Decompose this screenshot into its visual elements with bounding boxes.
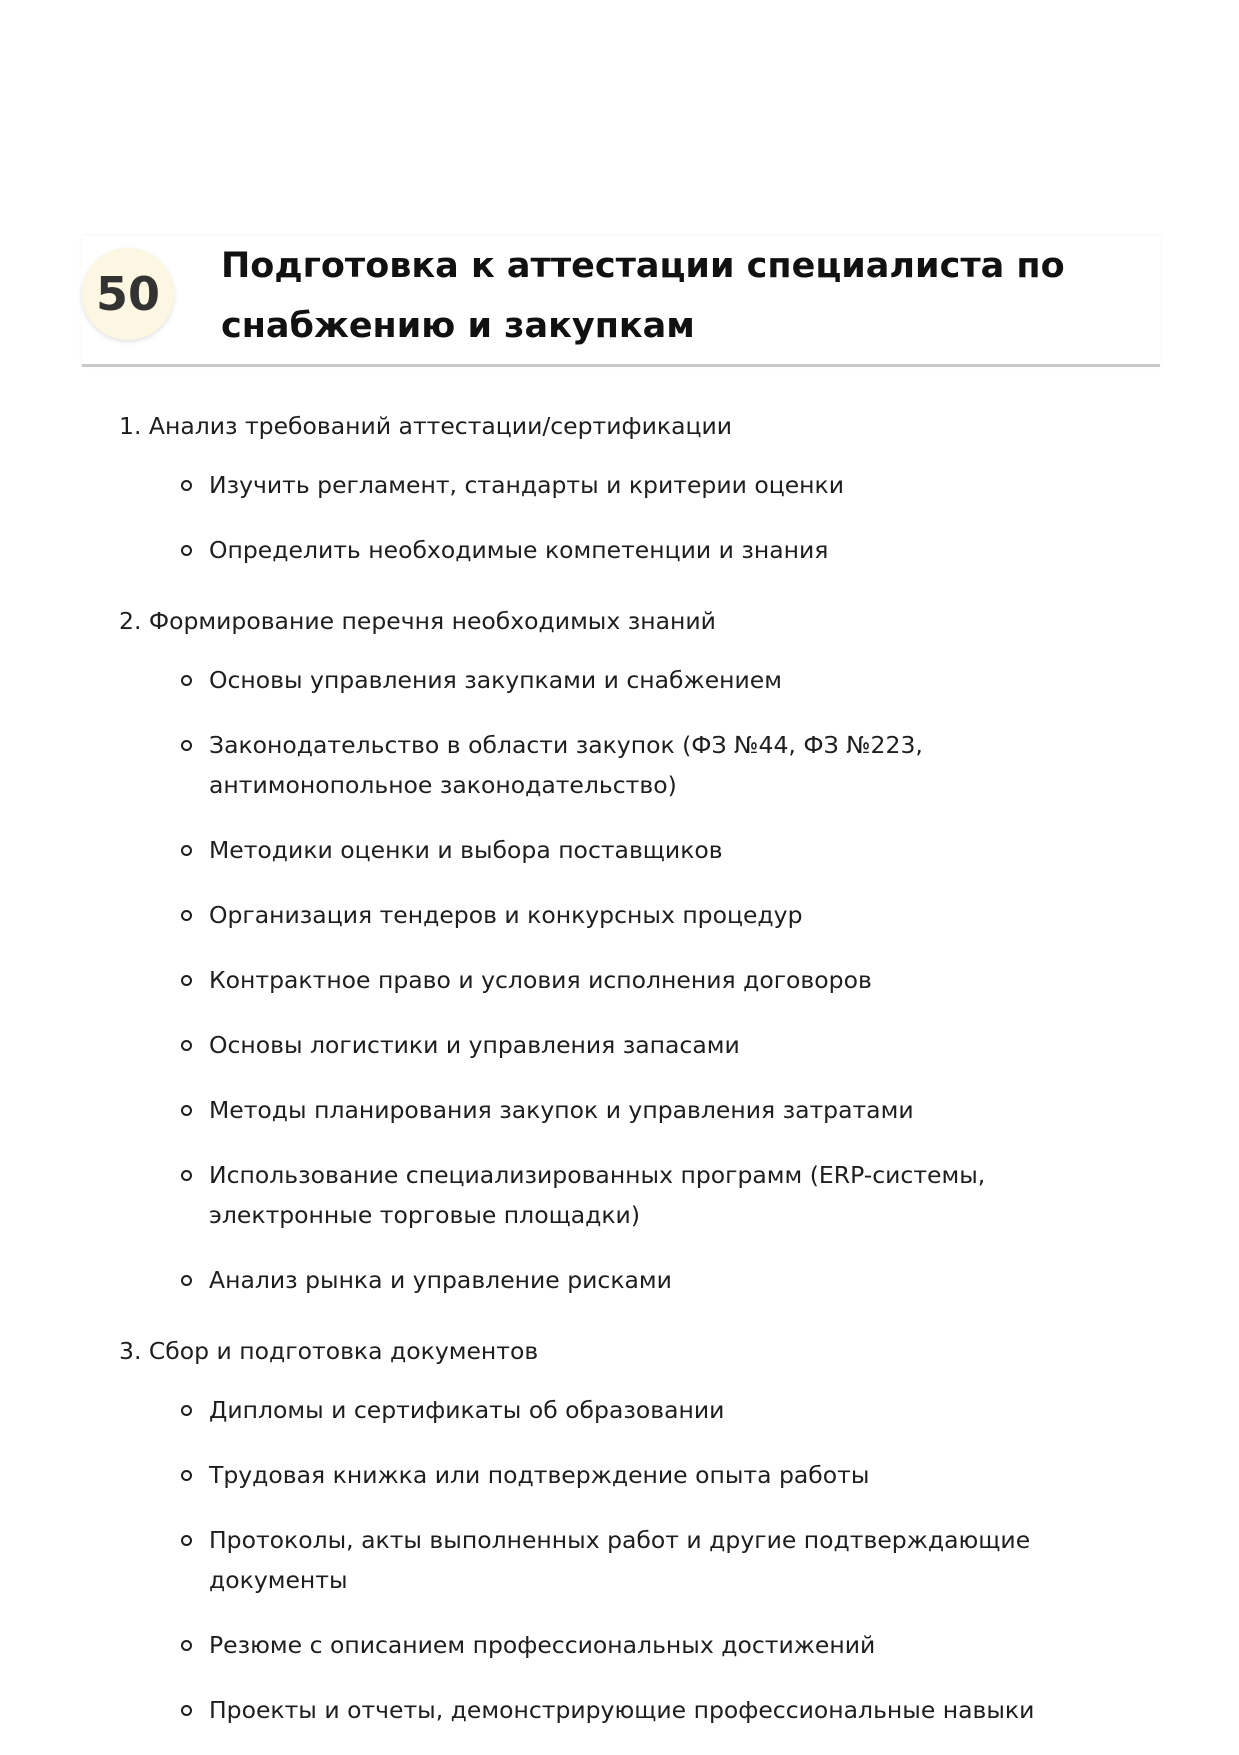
list-item: Контрактное право и условия исполнения договоров xyxy=(119,960,1119,1000)
bullet-list xyxy=(119,465,1119,570)
bullet-circle-icon xyxy=(181,1535,192,1546)
list-item: Использование специализированных программ (ERP-системы, электронные торговые площадки) xyxy=(119,1155,1119,1235)
list-item: Проекты и отчеты, демонстрирующие профессиональные навыки xyxy=(119,1690,1119,1730)
bullet-circle-icon xyxy=(181,1170,192,1181)
bullet-circle-icon xyxy=(181,975,192,986)
list-item: Основы логистики и управления запасами xyxy=(119,1025,1119,1065)
bullet-circle-icon xyxy=(181,1640,192,1651)
list-item: Протоколы, акты выполненных работ и другие подтверждающие документы xyxy=(119,1520,1119,1600)
page-title: Подготовка к аттестации специалиста по снабжению и закупкам xyxy=(221,246,1065,346)
list-item: Трудовая книжка или подтверждение опыта работы xyxy=(119,1455,1119,1495)
section-2 xyxy=(119,595,1119,1300)
bullet-circle-icon xyxy=(181,1405,192,1416)
section-1 xyxy=(119,400,1119,570)
section-title: 2. Формирование перечня необходимых знаний xyxy=(119,607,716,635)
bullet-list xyxy=(119,660,1119,1300)
list-item: Определить необходимые компетенции и знания xyxy=(119,530,1119,570)
list-item: Методики оценки и выбора поставщиков xyxy=(119,830,1119,870)
list-item: Основы управления закупками и снабжением xyxy=(119,660,1119,700)
bullet-list xyxy=(119,1390,1119,1730)
bullet-circle-icon xyxy=(181,1705,192,1716)
bullet-circle-icon xyxy=(181,910,192,921)
chapter-number-badge: 50 xyxy=(82,248,174,340)
list-item: Законодательство в области закупок (ФЗ №44, ФЗ №223, антимонопольное законодательство) xyxy=(119,725,1119,805)
page-header xyxy=(82,236,1160,367)
section-title: 1. Анализ требований аттестации/сертификации xyxy=(119,412,733,440)
list-item: Резюме с описанием профессиональных достижений xyxy=(119,1625,1119,1665)
list-item: Анализ рынка и управление рисками xyxy=(119,1260,1119,1300)
list-item: Методы планирования закупок и управления затратами xyxy=(119,1090,1119,1130)
bullet-circle-icon xyxy=(181,845,192,856)
bullet-circle-icon xyxy=(181,1040,192,1051)
bullet-circle-icon xyxy=(181,740,192,751)
bullet-circle-icon xyxy=(181,675,192,686)
list-item: Дипломы и сертификаты об образовании xyxy=(119,1390,1119,1430)
bullet-circle-icon xyxy=(181,1470,192,1481)
bullet-circle-icon xyxy=(181,1105,192,1116)
bullet-circle-icon xyxy=(181,480,192,491)
list-item: Изучить регламент, стандарты и критерии оценки xyxy=(119,465,1119,505)
section-3 xyxy=(119,1325,1119,1730)
bullet-circle-icon xyxy=(181,545,192,556)
document-content xyxy=(119,400,1119,1755)
list-item: Организация тендеров и конкурсных процедур xyxy=(119,895,1119,935)
section-title: 3. Сбор и подготовка документов xyxy=(119,1337,539,1365)
bullet-circle-icon xyxy=(181,1275,192,1286)
